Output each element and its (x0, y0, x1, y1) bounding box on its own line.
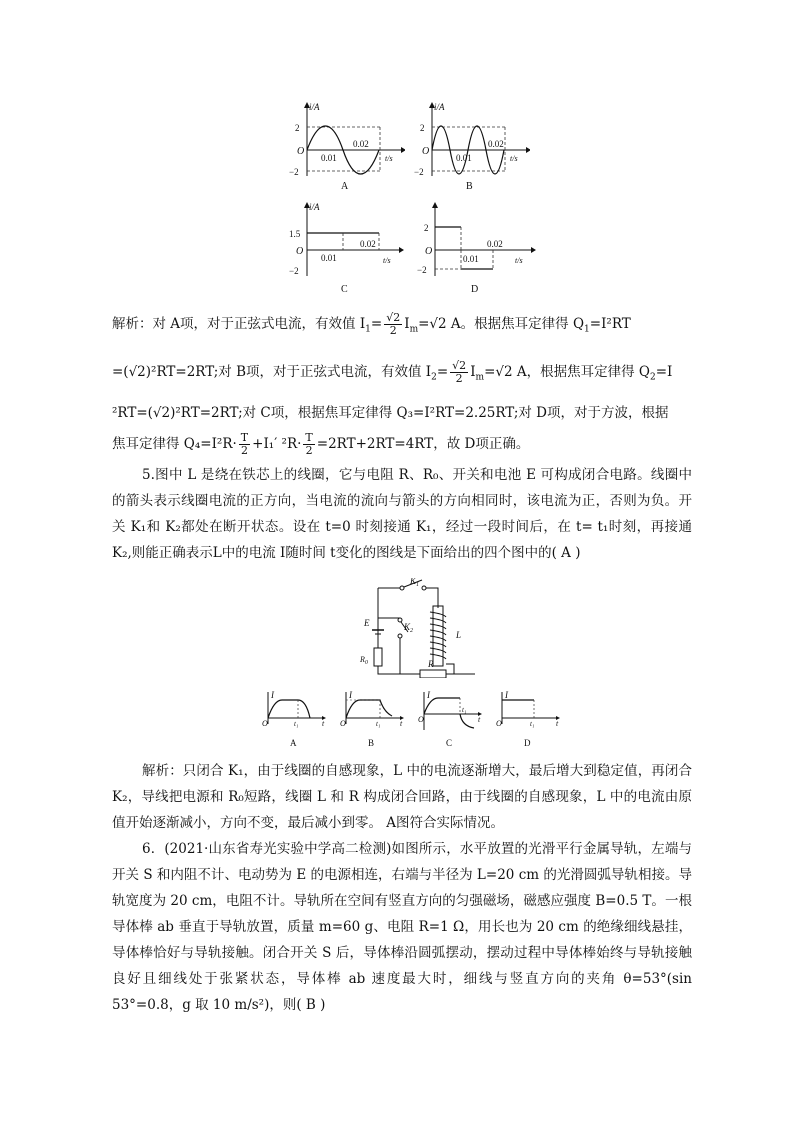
svg-text:R0: $R_0$ (360, 655, 368, 666)
svg-text:2: 2 (295, 123, 300, 133)
svg-text:−2: −2 (289, 167, 299, 177)
analysis-q5: 解析：只闭合 K₁，由于线圈的自感现象，L 中的电流逐渐增大，最后增大到稳定值，再闭合 K₂，导线把电源和 R₀短路，线圈 L 和 R 构成闭合回路，由于线圈的自感现象，L 中的电流由原值开始逐渐减小，方向不变，最后减小到零。 A图符合实际情况。 (112, 763, 692, 831)
graph-q5-a (260, 690, 328, 750)
graph-a-label: A (341, 181, 349, 192)
svg-text:R: R (428, 659, 434, 669)
svg-text:O: O (340, 719, 346, 728)
svg-text:I: I (505, 690, 508, 700)
svg-text:0.02: 0.02 (360, 239, 376, 249)
graph-b-ylabel: i/A (434, 102, 445, 112)
svg-text:2: 2 (420, 123, 425, 133)
graph-q5-c (416, 690, 484, 750)
svg-text:−2: −2 (414, 167, 424, 177)
svg-text:t₁: t₁ (294, 720, 299, 728)
svg-text:O: O (297, 146, 305, 157)
svg-text:O: O (422, 146, 430, 157)
svg-text:t/s: t/s (385, 154, 393, 163)
svg-text:O: O (262, 719, 268, 728)
svg-text:A: A (290, 738, 297, 748)
svg-text:C: C (446, 738, 453, 748)
graph-b (410, 100, 530, 192)
svg-text:0.01: 0.01 (321, 153, 337, 163)
svg-text:D: D (524, 738, 531, 748)
svg-text:0.02: 0.02 (488, 139, 504, 149)
graph-d-label: D (471, 284, 479, 295)
svg-text:−2: −2 (417, 265, 427, 275)
svg-text:0.01: 0.01 (463, 254, 479, 264)
svg-text:t₁: t₁ (530, 720, 535, 728)
svg-text:−2: −2 (289, 266, 299, 276)
graph-c-label: C (341, 284, 348, 295)
svg-text:t/s: t/s (510, 154, 518, 163)
svg-text:O: O (418, 715, 424, 724)
analysis-q4-line3: ²RT=(√2)²RT=2RT;对 C项，根据焦耳定律得 Q₃=I²RT=2.25RT;对 D项，对于方波，根据 (112, 405, 669, 421)
svg-text:t/s: t/s (383, 256, 391, 265)
svg-text:K2: $K_2$ (404, 622, 414, 634)
svg-text:0.02: 0.02 (487, 239, 503, 249)
question-6: 6．(2021·山东省寿光实验中学高二检测)如图所示，水平放置的光滑平行金属导轨，左端与开关 S 和内阻不计、电动势为 E 的电源相连，右端与半径为 L=20 cm 的光滑圆弧导轨相接。导轨宽度为 20 cm，电阻不计。导轨所在空间有竖直方向的匀强磁场，磁感应强度 B=0.5 T。一根导体棒 ab 垂直于导轨放置，质量 m=60 g、电阻 R=1 Ω，用长也为 20 cm 的绝缘细线悬挂，导体棒恰好与导轨接触。闭合开关 S 后，导体棒沿圆弧摆动，摆动过程中导体棒始终与导轨接触良好且细线处于张紧状态，导体棒 ab 速度最大时，细线与竖直方向的夹角 θ=53°(sin 53°=0.8，g 取 10 m/s²)，则( B ) (112, 841, 692, 1013)
svg-text:E: E (364, 618, 370, 628)
analysis-q4-line2: =(√2)²RT=2RT;对 B项，对于正弦式电流，有效值 $I_2=$ $\frac{√2}{2}$ $I_m=√2$ A，根据焦耳定律得 $Q_2=I$ (112, 359, 673, 385)
graph-b-label: B (466, 181, 473, 192)
svg-text:I: I (427, 690, 430, 700)
circuit-diagram (350, 578, 480, 678)
svg-text:I: I (271, 690, 274, 700)
svg-text:2: 2 (424, 223, 429, 233)
svg-text:K1: $K_1$ (410, 578, 420, 588)
graph-c (283, 200, 405, 296)
svg-text:t: t (322, 719, 325, 728)
svg-text:1.5: 1.5 (289, 229, 301, 239)
svg-text:L: L (456, 630, 462, 640)
svg-text:t: t (556, 719, 559, 728)
graph-q5-d (494, 690, 562, 750)
svg-text:t₁: t₁ (462, 706, 467, 714)
svg-text:t/s: t/s (515, 256, 523, 265)
graph-q5-b (338, 690, 406, 750)
graph-c-ylabel: i/A (309, 202, 320, 212)
svg-text:0.01: 0.01 (321, 253, 337, 263)
graph-a-ylabel: i/A (309, 102, 320, 112)
svg-text:t: t (400, 719, 403, 728)
svg-text:O: O (296, 246, 304, 257)
question-5: 5.图中 L 是绕在铁芯上的线圈，它与电阻 R、R₀、开关和电池 E 可构成闭合电路。线圈中的箭头表示线圈电流的正方向，当电流的流向与箭头的方向相同时，该电流为正，否则为负。开关 K₁和 K₂都处在断开状态。设在 t=0 时刻接通 K₁，经过一段时间后，在 t= t₁时刻，再接通 K₂,则能正确表示L中的电流 I随时间 t变化的图线是下面给出的四个图中的( A ) (112, 467, 692, 561)
analysis-q4-line4: 焦耳定律得 Q₄=I²R· $\frac{T}{2}$ +I₁′ ²R· $\frac{T}{2}$ =2RT+2RT=4RT，故 D项正确。 (112, 431, 530, 457)
analysis-q4-line1: 解析：对 A项，对于正弦式电流，有效值 $I_1=$ $\frac{√2}{2}$ $I_m=√2$ A。根据焦耳定律得 $Q_1=I^2RT$ (112, 311, 631, 337)
svg-text:O: O (425, 246, 433, 257)
svg-text:0.01: 0.01 (456, 153, 472, 163)
svg-text:t: t (478, 715, 481, 724)
graph-a (285, 100, 405, 192)
svg-text:O: O (496, 719, 502, 728)
svg-text:I: I (349, 690, 352, 700)
svg-text:0.02: 0.02 (353, 139, 369, 149)
svg-text:B: B (368, 738, 375, 748)
svg-text:t₁: t₁ (376, 720, 381, 728)
graph-d (415, 200, 537, 296)
